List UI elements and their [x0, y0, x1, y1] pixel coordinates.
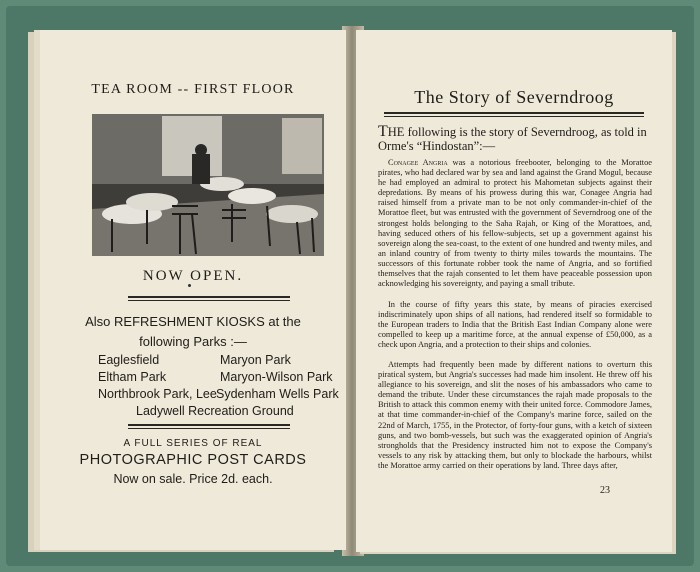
price-line: Now on sale. Price 2d. each.: [113, 472, 273, 486]
ornament-dot: [188, 284, 191, 287]
kiosks-line: Also REFRESHMENT KIOSKS at the: [85, 314, 301, 329]
tea-room-heading: TEA ROOM -- FIRST FLOOR: [91, 82, 295, 97]
postcards-line: PHOTOGRAPHIC POST CARDS: [79, 452, 307, 468]
park-name: Eaglesfield: [98, 353, 160, 367]
story-paragraph-1: [378, 158, 652, 289]
park-name: Eltham Park: [98, 370, 167, 384]
divider-bottom: [128, 424, 290, 426]
page-number: 23: [600, 485, 610, 496]
title-rule: [384, 112, 644, 114]
divider-bottom-thin: [128, 428, 290, 429]
parks-intro: following Parks :—: [139, 334, 247, 349]
intro-text: HE following is the story of Severndroog, as told in Orme's “Hindostan”:—: [378, 125, 647, 153]
series-line: A FULL SERIES OF REAL: [123, 438, 263, 449]
story-title: The Story of Severndroog: [414, 87, 614, 107]
name-lead: Conagee Angria: [388, 158, 448, 167]
now-open-text: NOW OPEN.: [142, 268, 244, 284]
park-name: Maryon-Wilson Park: [220, 370, 333, 384]
tea-room-photo: [92, 114, 324, 256]
story-paragraph-3: [378, 360, 652, 471]
divider-top: [128, 296, 290, 298]
divider-top-thin: [128, 300, 290, 301]
park-name: Northbrook Park, Lee: [98, 387, 217, 401]
drop-cap: T: [378, 123, 388, 140]
paragraph-text: was a notorious freebooter, belonging to the Morattoe pirates, who had declared war by sea and land against the Grand Mogul, because he had employed an admiral to protect his Mahometan subjects against their depredations. By means of his prowess during this war, Conagee Angria had raised himself from a private man to be not only commander-in-chief of the Morattoe fleet, but was entrusted with the government of Severndroog one of the strongest holds belonging to the Saha Rajah, or King of the Morattoes, and, having seduced others of his fellow-subjects, set up a government against his sovereign along the sea-coast, to the extent of one hundred and twenty miles, and an inland country of from twenty to thirty miles towards the mountains. The successors of this fortunate robber took the name of Angria, and so fortified themselves that the rajah consented to let them have peaceable possession upon acknowledging his sovereignty, and paying a small tribute.: [378, 158, 652, 289]
park-name: Ladywell Recreation Ground: [136, 404, 294, 418]
left-page: [40, 30, 346, 550]
paragraph-text: Attempts had frequently been made by different nations to overturn this piratical system, but Angria's successes had made him insolent. He threw off his allegiance to his sovereign, and slit the noses of his ambassadors who came to demand the tribute. Under these circumstances the rajah made proposals to the British to attack this common enemy with their united force. Commodore James, at that time commander-in-chief of the Company's marine force, sailed on the 22nd of March, 1755, in the Protector, of forty-four guns, with a ketch of sixteen guns, and two bomb-vessels, but such was the exaggerated opinion of Angria's strongholds that the Presidency instructed him not to expose the Company's vessels to any risk by attacking them, but only to blockade the harbours, whilst the Morattoe army carried on their operations by land. Three days after,: [378, 360, 652, 470]
park-name: Maryon Park: [220, 353, 291, 367]
title-rule-thin: [384, 116, 644, 117]
intro-paragraph: [378, 125, 652, 153]
paragraph-text: In the course of fifty years this state, by means of piracies exercised indiscriminately upon ships of all nations, had rendered itself so formidable to the European traders to India that the British East Indian Company alone were compelled to keep up a maritime force, at the annual expense of £50,000, as a check upon Angria, and a protection to their ships and colonies.: [378, 300, 652, 350]
story-paragraph-2: [378, 300, 652, 350]
right-page: [356, 30, 672, 552]
park-name: Sydenham Wells Park: [216, 387, 339, 401]
